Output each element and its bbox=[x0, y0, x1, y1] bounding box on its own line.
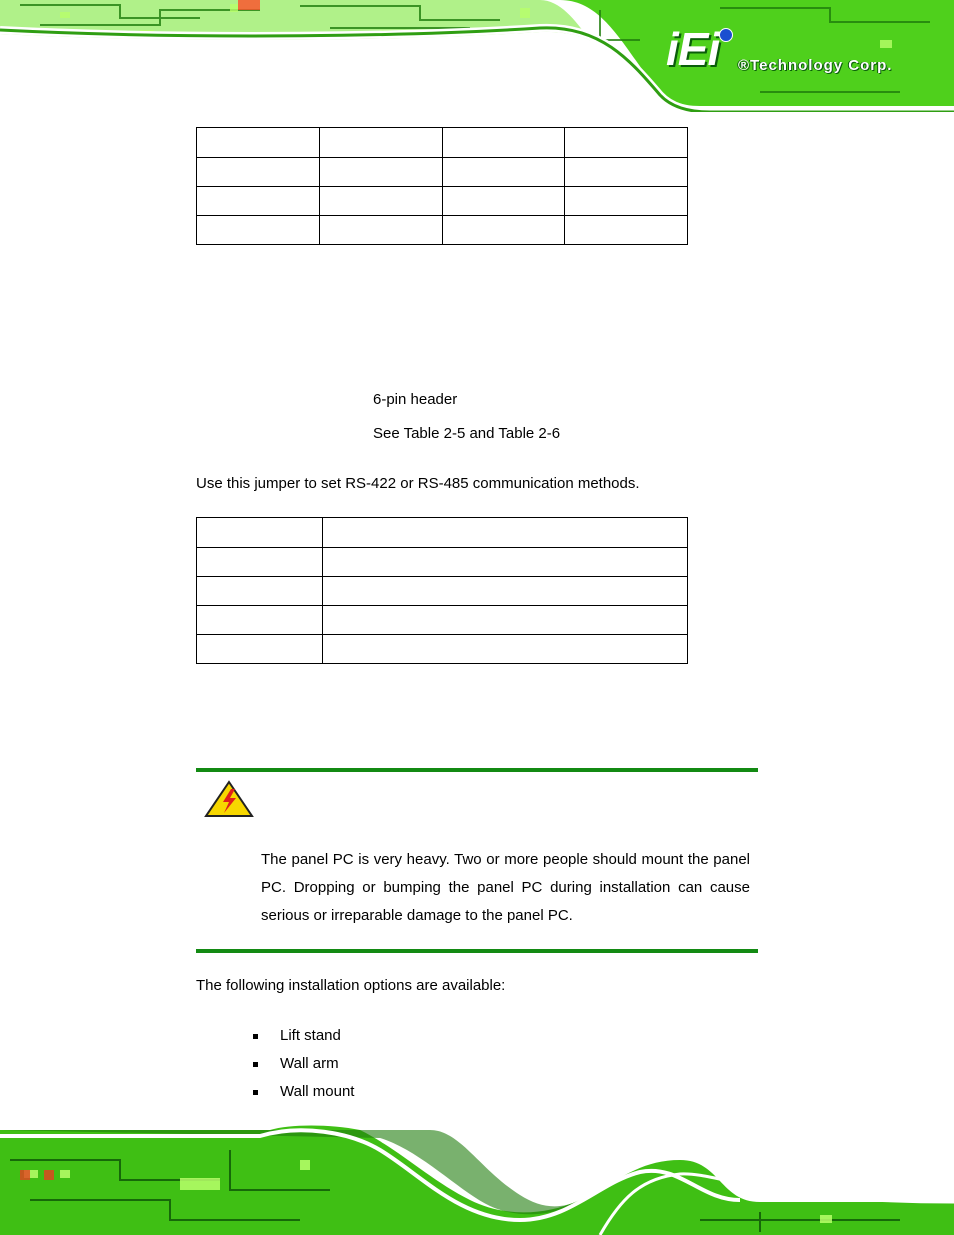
table-row bbox=[197, 548, 688, 577]
circuit-board-footer-graphic bbox=[0, 1120, 954, 1235]
table-cell bbox=[319, 216, 442, 245]
jumper-description: Use this jumper to set RS-422 or RS-485 communication methods. bbox=[196, 475, 640, 492]
install-intro: The following installation options are available: bbox=[196, 977, 506, 994]
table-cell bbox=[197, 187, 320, 216]
list-item: Wall arm bbox=[250, 1050, 354, 1078]
table-cell bbox=[197, 606, 323, 635]
table-cell bbox=[442, 158, 565, 187]
connector-pinout-value: See Table 2-5 and Table 2-6 bbox=[373, 425, 561, 442]
table-row bbox=[197, 577, 688, 606]
footer-banner bbox=[0, 1120, 954, 1235]
table-cell bbox=[197, 548, 323, 577]
bottom-table bbox=[196, 517, 688, 664]
table-cell bbox=[197, 128, 320, 158]
table-row bbox=[197, 216, 688, 245]
table-cell bbox=[323, 606, 688, 635]
table-cell bbox=[323, 577, 688, 606]
table-cell bbox=[197, 216, 320, 245]
table-cell bbox=[319, 187, 442, 216]
table-cell bbox=[565, 216, 688, 245]
table-row bbox=[197, 158, 688, 187]
logo-dot-icon bbox=[719, 28, 733, 42]
table-cell bbox=[197, 518, 323, 548]
warning-bottom-rule bbox=[196, 949, 758, 953]
table-row bbox=[197, 518, 688, 548]
list-item: Wall mount bbox=[250, 1078, 354, 1106]
table-cell bbox=[323, 548, 688, 577]
warning-triangle-icon bbox=[204, 780, 254, 818]
list-item: Lift stand bbox=[250, 1022, 354, 1050]
install-options-list bbox=[250, 1022, 354, 1106]
company-logo bbox=[666, 23, 936, 82]
table-cell bbox=[565, 128, 688, 158]
warning-text: The panel PC is very heavy. Two or more people should mount the panel PC. Dropping or bumping the panel PC during installation can cause serious or irreparable damage to the panel PC. bbox=[261, 851, 750, 924]
table-cell bbox=[319, 158, 442, 187]
table-cell bbox=[323, 635, 688, 664]
table-row bbox=[197, 606, 688, 635]
table-cell bbox=[319, 128, 442, 158]
connector-type-value: 6-pin header bbox=[373, 391, 458, 408]
table-cell bbox=[442, 216, 565, 245]
table-cell bbox=[197, 635, 323, 664]
logo-text: ®Technology Corp. bbox=[738, 57, 893, 74]
logo-mark: iEi bbox=[666, 23, 720, 75]
table-row bbox=[197, 635, 688, 664]
table-row bbox=[197, 187, 688, 216]
table-cell bbox=[197, 158, 320, 187]
header-banner bbox=[0, 0, 954, 112]
table-row bbox=[197, 128, 688, 158]
table-cell bbox=[442, 187, 565, 216]
warning-top-rule bbox=[196, 768, 758, 772]
table-cell bbox=[565, 158, 688, 187]
table-cell bbox=[442, 128, 565, 158]
top-table bbox=[196, 127, 688, 245]
table-cell bbox=[565, 187, 688, 216]
table-cell bbox=[197, 577, 323, 606]
table-cell bbox=[323, 518, 688, 548]
